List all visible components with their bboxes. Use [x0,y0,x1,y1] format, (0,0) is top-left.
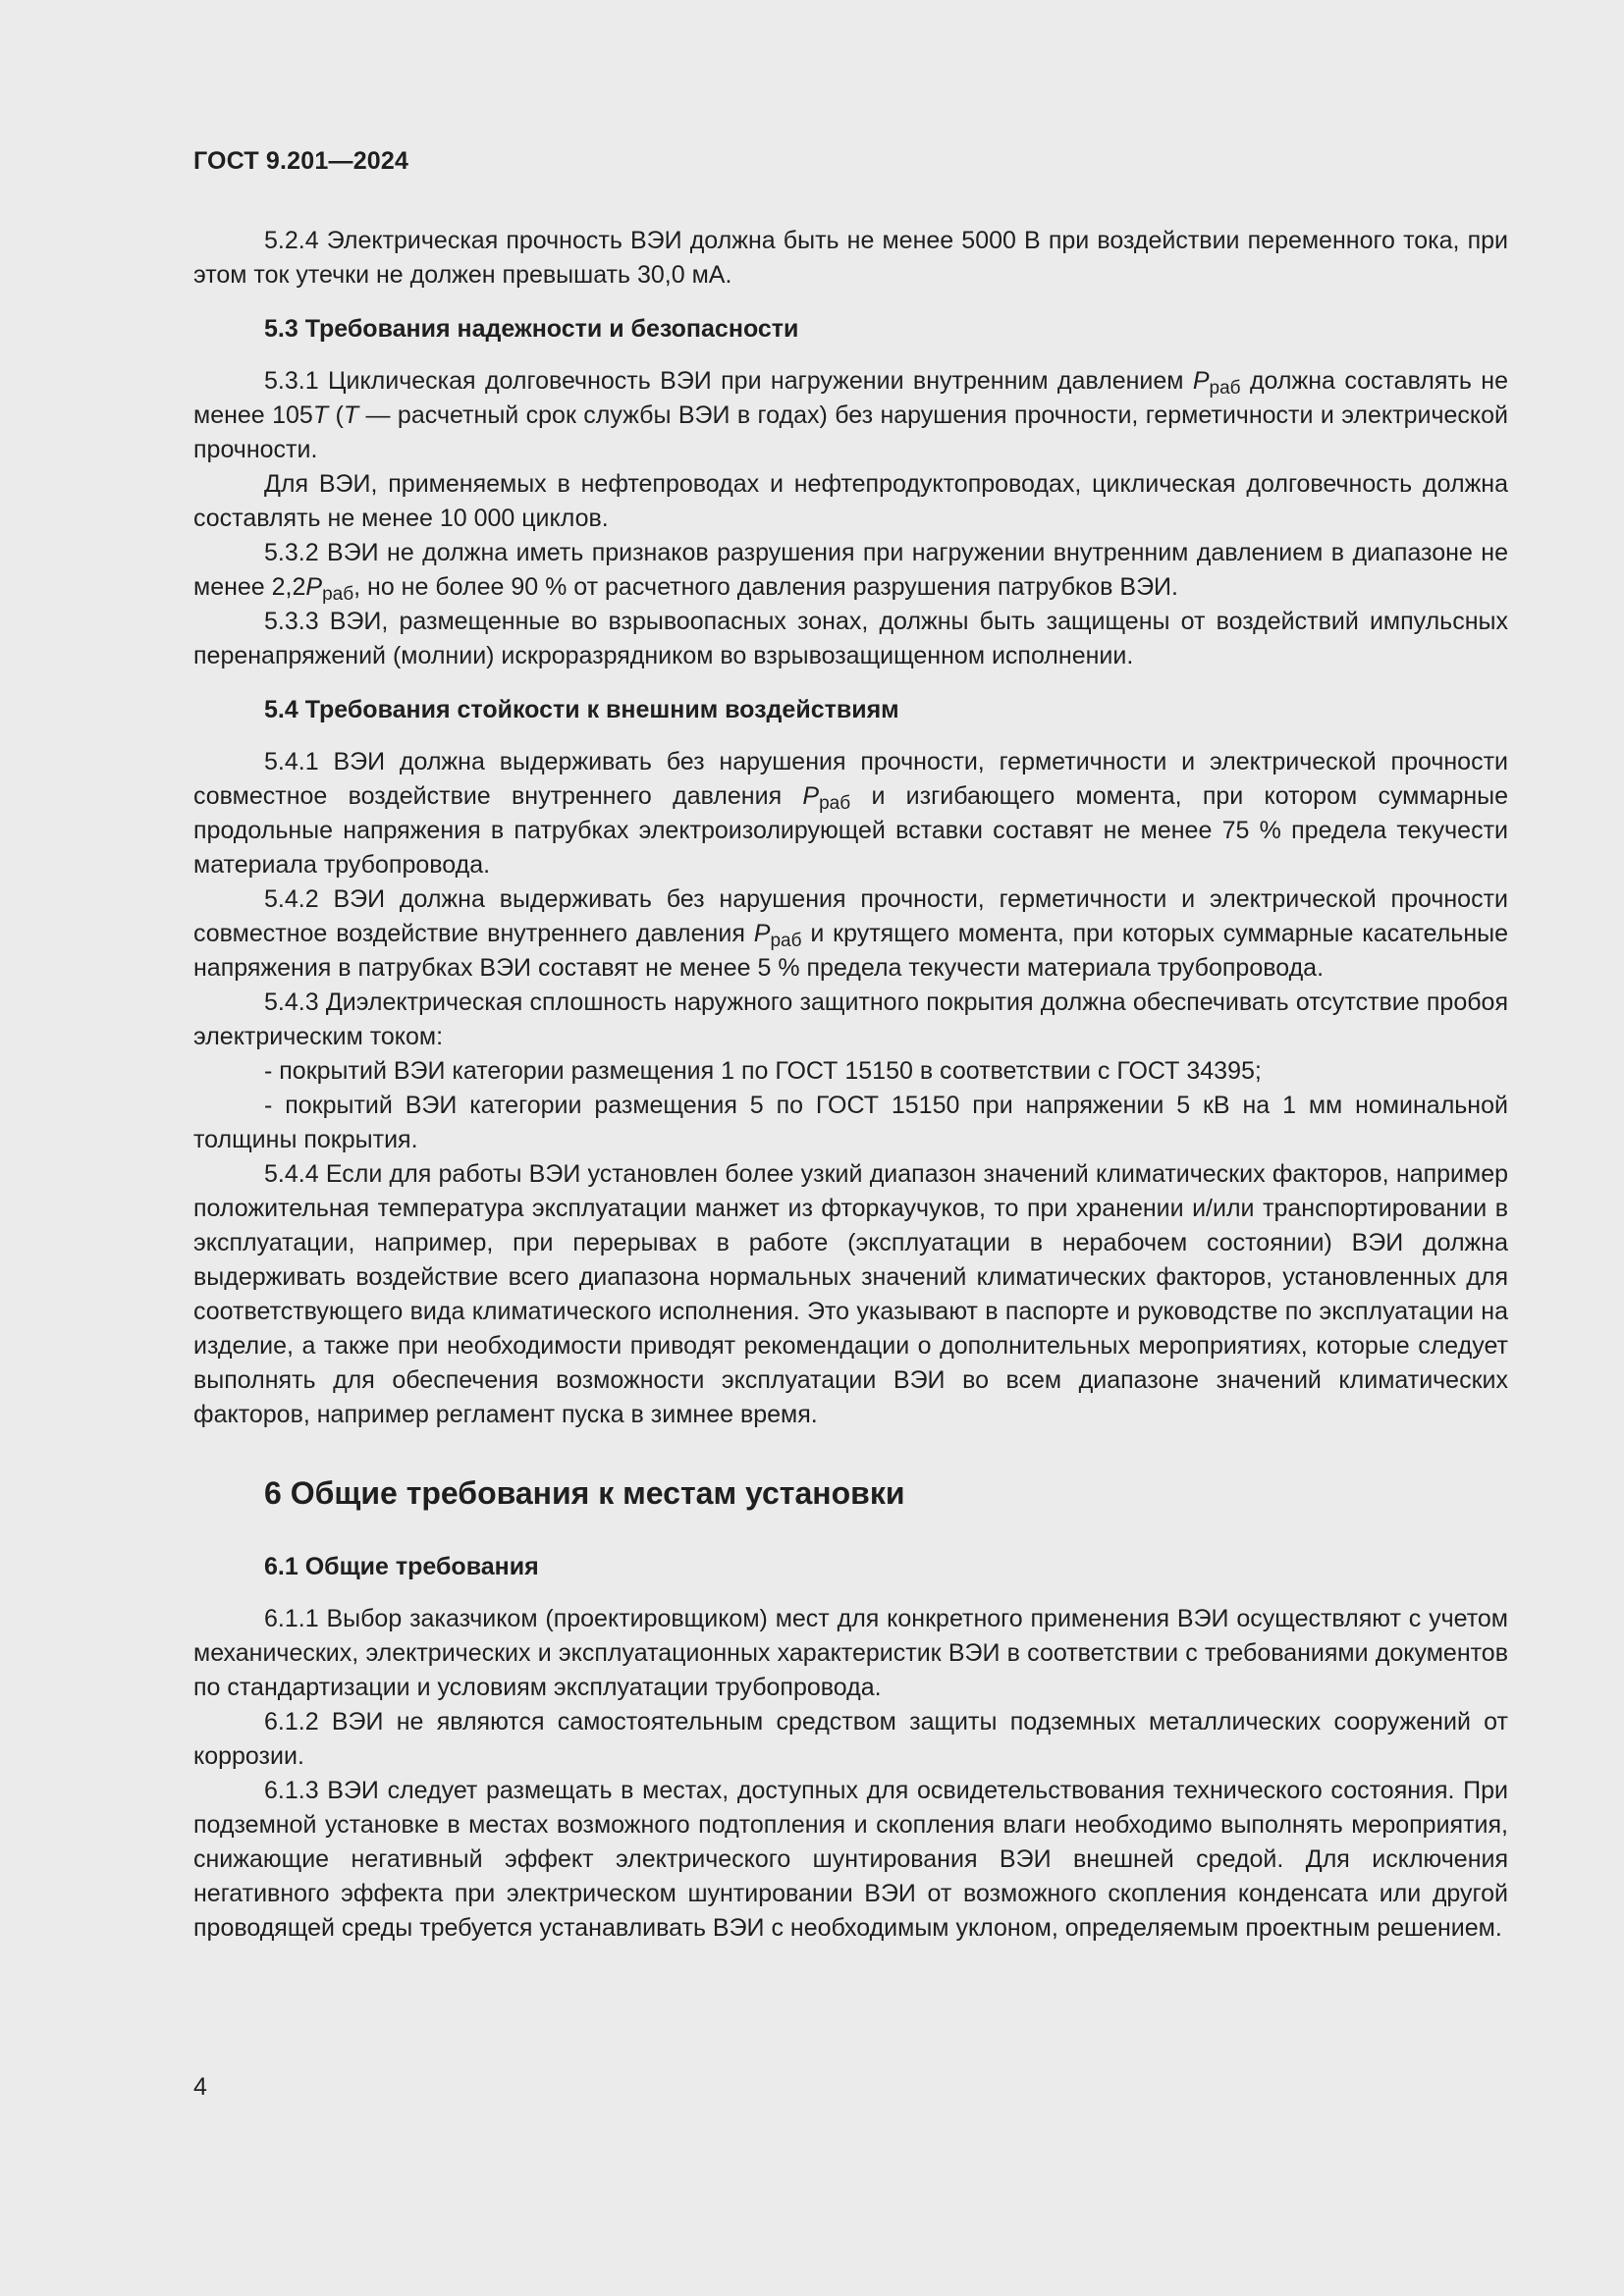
heading-6: 6 Общие требования к местам установки [264,1475,905,1511]
clause-5-4-2-text-b: и крутящего момента, при которых суммарные касательные напряжения в патрубках ВЭИ составят не менее 5 % предела текучести материала трубопровода. [193,920,1509,982]
clause-5-3-3: 5.3.3 ВЭИ, размещенные во взрывоопасных зонах, должны быть защищены от воздействий импульсных перенапряжений (молнии) искроразрядником во взрывозащищенном исполнении. [193,608,1508,669]
clause-5-4-1-text-a: 5.4.1 ВЭИ должна выдерживать без нарушения прочности, герметичности и электрической прочности совместное воздействие внутреннего давления [193,748,1508,810]
clause-5-3-2 [193,536,1508,605]
clause-5-4-3-item-1: - покрытий ВЭИ категории размещения 1 по ГОСТ 15150 в соответствии с ГОСТ 34395; [264,1057,1262,1085]
subscript-rab: раб [819,793,851,814]
clause-5-3-2-text-a: 5.3.2 ВЭИ не должна иметь признаков разрушения при нагружении внутренним давлением в диапазоне не менее 2,2 [193,539,1508,601]
subscript-rab: раб [1209,378,1241,399]
clause-5-4-2 [193,882,1508,986]
heading-6-1: 6.1 Общие требования [264,1553,539,1580]
symbol-p: P [753,920,771,947]
subscript-rab: раб [770,931,802,951]
heading-5-3: 5.3 Требования надежности и безопасности [264,315,799,343]
clause-5-4-4: 5.4.4 Если для работы ВЭИ установлен более узкий диапазон значений климатических факторов, например положительная температура эксплуатации манжет из фторкаучуков, то при хранении и/или транспортировании в эксплуатации, например, при перерывах в работе (эксплуатации в нерабочем состоянии) ВЭИ должна выдерживать воздействие всего диапазона нормальных значений климатических факторов, установленных для соответствующего вида климатического исполнения. Это указывают в паспорте и руководстве по эксплуатации на изделие, а также при необходимости приводят рекомендации о дополнительных мероприятиях, которые следует выполнять для обеспечения возможности эксплуатации ВЭИ во всем диапазоне значений климатических факторов, например регламент пуска в зимнее время. [193,1160,1508,1428]
subscript-rab: раб [322,584,354,605]
clause-5-3-1-oil: Для ВЭИ, применяемых в нефтепроводах и нефтепродуктопроводах, циклическая долговечность должна составлять не менее 10 000 циклов. [193,470,1508,532]
clause-6-1-3: 6.1.3 ВЭИ следует размещать в местах, доступных для освидетельствования технического состояния. При подземной установке в местах возможного подтопления и скопления влаги необходимо выполнять мероприятия, снижающие негативный эффект электрического шунтирования ВЭИ внешней средой. Для исключения негативного эффекта при электрическом шунтировании ВЭИ от возможного скопления конденсата или другой проводящей среды требуется устанавливать ВЭИ с необходимым уклоном, определяемым проектным решением. [193,1777,1508,1942]
clause-5-4-1 [193,745,1508,882]
clause-5-3-1-text-c: — расчетный срок службы ВЭИ в годах) без нарушения прочности, герметичности и электрической прочности. [193,401,1508,463]
page-number: 4 [193,2073,207,2101]
clause-6-1-1: 6.1.1 Выбор заказчиком (проектировщиком) мест для конкретного применения ВЭИ осуществляют с учетом механических, электрических и эксплуатационных характеристик ВЭИ в соответствии с требованиями документов по стандартизации и условиям эксплуатации трубопровода. [193,1605,1508,1701]
symbol-p: P [1192,367,1210,395]
clause-5-2-4: 5.2.4 Электрическая прочность ВЭИ должна быть не менее 5000 В при воздействии переменного тока, при этом ток утечки не должен превышать 30,0 мА. [193,227,1508,289]
clause-5-3-1-text-a: 5.3.1 Циклическая долговечность ВЭИ при нагружении внутренним давлением [264,367,1184,395]
clause-5-3-1-text-b: должна составлять не менее 105 [193,367,1508,429]
clause-5-3-2-text-b: , но не более 90 % от расчетного давления разрушения патрубков ВЭИ. [353,573,1178,601]
clause-5-4-2-text-a: 5.4.2 ВЭИ должна выдерживать без нарушения прочности, герметичности и электрической прочности совместное воздействие внутреннего давления [193,885,1508,947]
clause-5-3-1 [193,364,1508,467]
clause-5-4-1-text-b: и изгибающего момента, при котором суммарные продольные напряжения в патрубках электроизолирующей вставки составят не менее 75 % предела текучести материала трубопровода. [193,782,1509,879]
symbol-p: P [802,782,820,810]
symbol-t: T [343,401,359,429]
clause-5-4-3: 5.4.3 Диэлектрическая сплошность наружного защитного покрытия должна обеспечивать отсутствие пробоя электрическим током: [193,988,1508,1050]
open-paren: ( [328,401,344,429]
symbol-p: P [305,573,323,601]
heading-5-4: 5.4 Требования стойкости к внешним воздействиям [264,696,899,723]
symbol-t: T [312,401,329,429]
document-body [193,224,1508,1946]
clause-6-1-2: 6.1.2 ВЭИ не являются самостоятельным средством защиты подземных металлических сооружений от коррозии. [193,1708,1508,1770]
clause-5-4-3-item-2: - покрытий ВЭИ категории размещения 5 по ГОСТ 15150 при напряжении 5 кВ на 1 мм номинальной толщины покрытия. [193,1092,1508,1153]
document-header: ГОСТ 9.201—2024 [193,147,409,175]
